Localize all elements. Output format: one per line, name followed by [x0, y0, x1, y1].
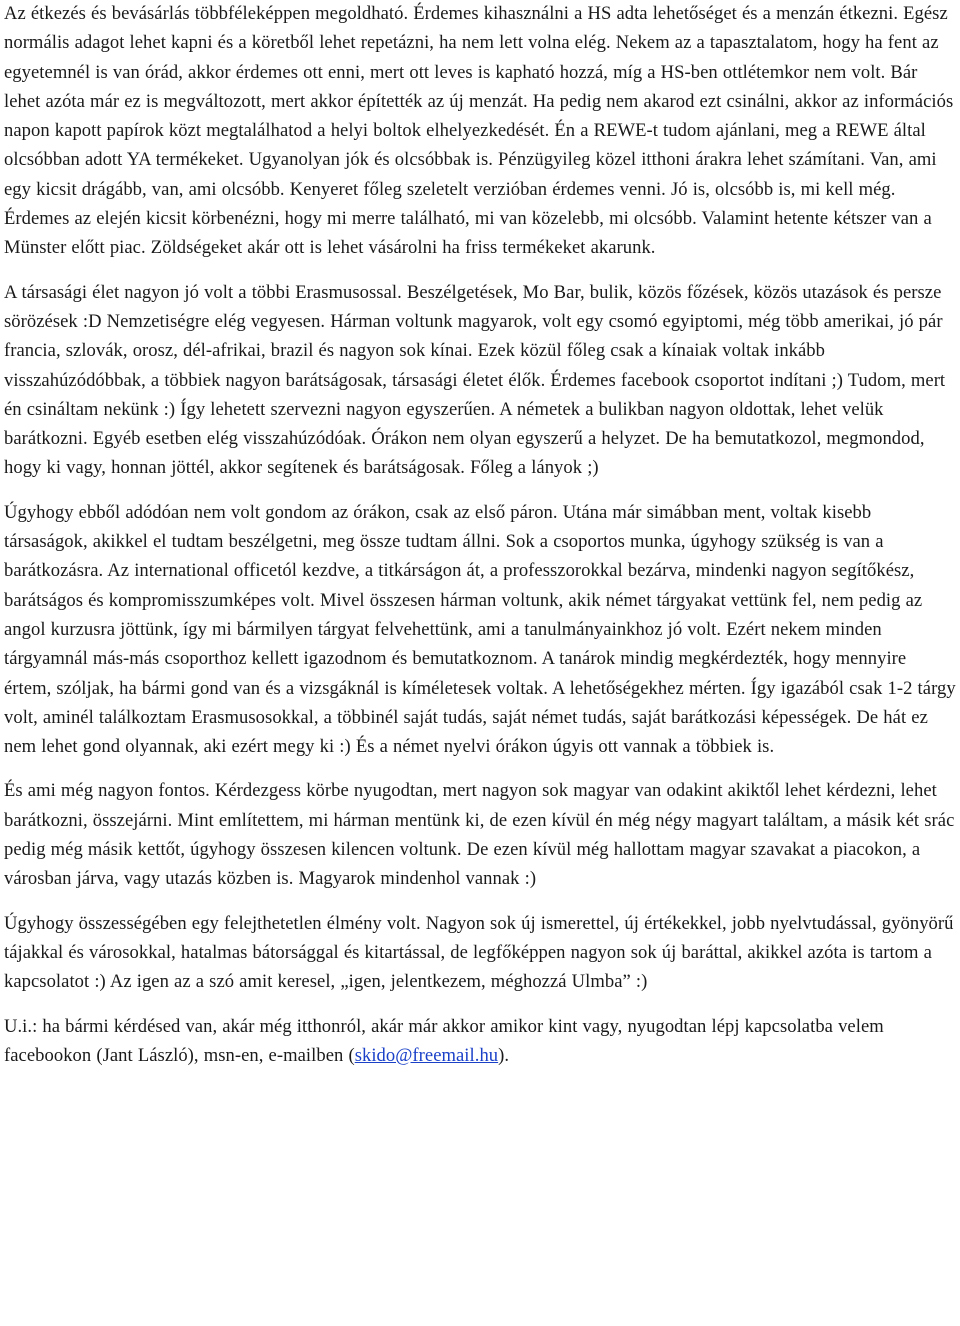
email-link[interactable]: skido@freemail.hu: [354, 1044, 499, 1066]
paragraph-gap: [4, 483, 956, 498]
postscript-end: ).: [498, 1044, 510, 1066]
paragraph-summary: Úgyhogy összességében egy felejthetetlen élmény volt. Nagyon sok új ismerettel, új értékekkel, jobb nyelvtudással, gyönyörű tájakkal és városokkal, hatalmas bátorsággal és kitartással, de legfőképpen nagyon sok új baráttal, akikkel azóta is tartom a kapcsolatot :) Az igen az a szó amit keresel, „igen, jelentkezem, méghozzá Ulmba” :): [4, 912, 954, 993]
paragraph-classes: Úgyhogy ebből adódóan nem volt gondom az órákon, csak az első páron. Utána már simábban ment, voltak kisebb társaságok, akikkel el tudtam beszélgetni, meg össze tudtam állni. Sok a csoportos munka, úgyhogy szükség is van a barátkozásra. Az international officetól kezdve, a titkárságon át, a professzorokkal bezárva, mindenki nagyon segítőkész, barátságos és kompromisszumképes volt. Mivel összesen hárman voltunk, akik német tárgyakat vettünk fel, nem pedig az angol kurzusra jöttünk, így mi bármilyen tárgyat felvehettünk, ami a tanulmányainkhoz jó volt. Ezért nekem minden tárgyamnál más-más csoporthoz kellett igazodnom és bemutatkoznom. A tanárok mindig megkérdezték, hogy mennyire értem, szóljak, ha bármi gond van és a vizsgáknál is kíméletesek voltak. A lehetőségekhez mérten. Így igazából csak 1-2 tárgy volt, aminél találkoztam Erasmusosokkal, a többinél saját tudás, saját német tudás, saját barátkozási képességek. De hát ez nem lehet gond olyannak, aki ezért megy ki :) És a német nyelvi órákon úgyis ott vannak a többiek is.: [4, 501, 956, 758]
paragraph-postscript: [4, 1012, 956, 1071]
paragraph-gap: [4, 761, 956, 776]
document-body: [4, 0, 956, 1070]
paragraph-hungarians: És ami még nagyon fontos. Kérdezgess körbe nyugodtan, mert nagyon sok magyar van odakint akiktől lehet kérdezni, lehet barátkozni, összejárni. Mint említettem, mi hárman mentünk ki, de ezen kívül én még négy magyart találtam, a másik két srác pedig még másik kettőt, úgyhogy összesen kilencen voltunk. De ezen kívül még hallottam magyar szavakat a piacokon, a városban járva, vagy utazás közben is. Magyarok mindenhol vannak :): [4, 780, 955, 890]
paragraph-food-shopping: Az étkezés és bevásárlás többféleképpen megoldható. Érdemes kihasználni a HS adta lehetőséget és a menzán étkezni. Egész normális adagot lehet kapni és a köretből lehet repetázni, ha nem lett volna elég. Nekem az a tapasztalatom, hogy ha fent az egyetemnél is van órád, akkor érdemes ott enni, mert ott leves is kapható hozzá, míg a HS-ben ottlétemkor nem volt. Bár lehet azóta már ez is megváltozott, mert akkor építették az új menzát. Ha pedig nem akarod ezt csinálni, akkor az információs napon kapott papírok közt megtalálhatod a helyi boltok elhelyezkedését. Én a REWE-t tudom ajánlani, meg a REWE által olcsóbban adott YA termékeket. Ugyanolyan jók és olcsóbbak is. Pénzügyileg közel itthoni árakra lehet számítani. Van, ami egy kicsit drágább, van, ami olcsóbb. Kenyeret főleg szeletelt verzióban érdemes venni. Jó is, olcsóbb is, mi kell még. Érdemes az elején kicsit körbenézni, hogy mi merre található, mi van közelebb, mi olcsóbb. Valamint hetente kétszer van a Münster előtt piac. Zöldségeket akár ott is lehet vásárolni ha friss termékeket akarunk.: [4, 3, 954, 259]
paragraph-gap: [4, 997, 956, 1012]
postscript-text: U.i.: ha bármi kérdésed van, akár még itthonról, akár már akkor amikor kint vagy, nyugodtan lépj kapcsolatba velem facebookon (Jant László), msn-en, e-mailben (: [4, 1015, 884, 1066]
paragraph-social-life: A társasági élet nagyon jó volt a többi Erasmusossal. Beszélgetések, Mo Bar, bulik, közös főzések, közös utazások és persze sörözések :D Nemzetiségre elég vegyesen. Hárman voltunk magyarok, volt egy csomó egyiptomi, még több amerikai, jó pár francia, szlovák, orosz, dél-afrikai, brazil és nagyon sok kínai. Ezek közül főleg csak a kínaiak voltak inkább visszahúzódóbbak, a többiek nagyon barátságosak, társasági életet élők. Érdemes facebook csoportot indítani ;) Tudom, mert én csináltam nekünk :) Így lehetett szervezni nagyon egyszerűen. A németek a bulikban nagyon oldottak, lehet velük barátkozni. Egyéb esetben elég visszahúzódóak. Órákon nem olyan egyszerű a helyzet. De ha bemutatkozol, megmondod, hogy ki vagy, honnan jöttél, akkor segítenek és barátságosak. Főleg a lányok ;): [4, 281, 946, 479]
paragraph-gap: [4, 263, 956, 278]
paragraph-gap: [4, 894, 956, 909]
